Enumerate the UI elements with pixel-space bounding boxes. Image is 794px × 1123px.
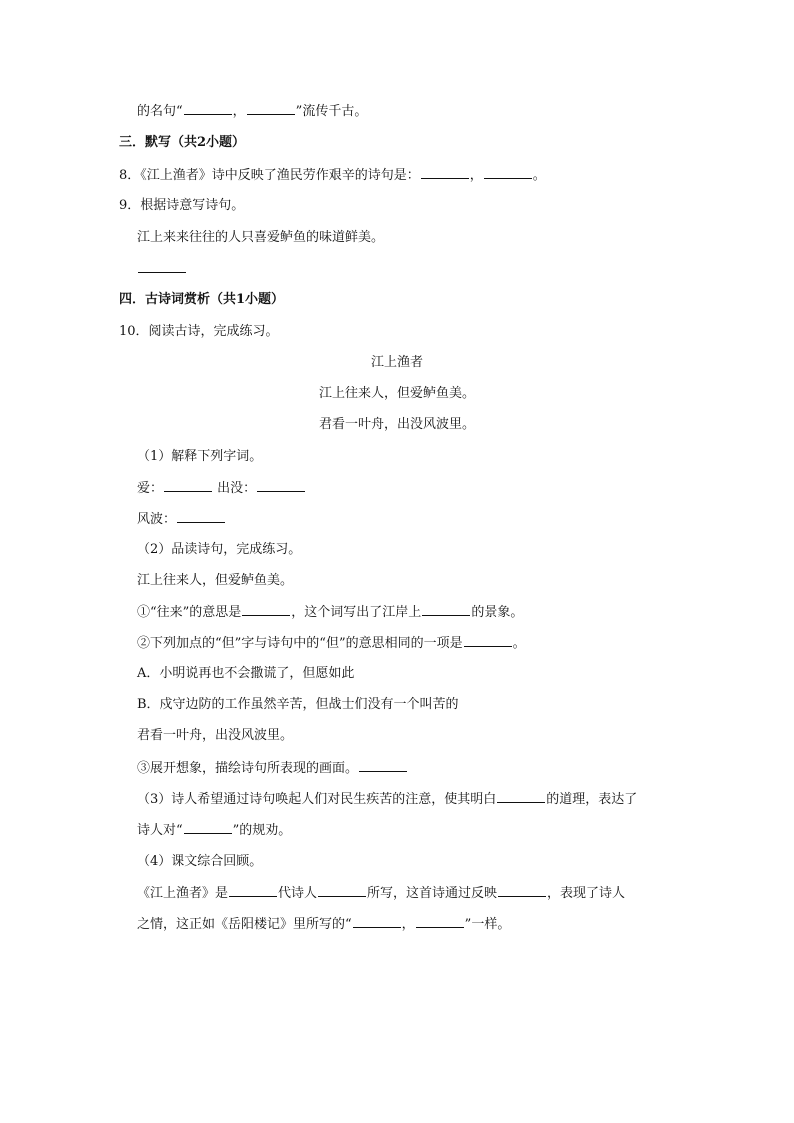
- question-9: 9．根据诗意写诗句。: [119, 198, 245, 213]
- part-2-q1: ①“往来”的意思是 ，这个词写出了江岸上 的景象。: [137, 605, 524, 620]
- answer-blank[interactable]: [247, 102, 295, 115]
- question-8: 8．《江上渔者》诗中反映了渔民劳作艰辛的诗句是： ， 。: [119, 168, 546, 183]
- part-2-verse: 江上往来人，但爱鲈鱼美。: [137, 573, 294, 588]
- section-heading-dictation: 三．默写（共2小题）: [119, 135, 246, 150]
- answer-blank[interactable]: [498, 884, 546, 897]
- answer-blank[interactable]: [138, 260, 186, 273]
- answer-blank[interactable]: [422, 603, 470, 616]
- part-3-line-1: （3）诗人希望通过诗句唤起人们对民生疾苦的注意，使其明白 的道理，表达了: [137, 792, 638, 807]
- part-1-word-fengbo: 风波：: [137, 510, 226, 529]
- part-2-q2: ②下列加点的“但”字与诗句中的“但”的意思相同的一项是 。: [137, 636, 526, 651]
- poem-line-1: 江上往来人，但爱鲈鱼美。: [318, 386, 475, 401]
- answer-blank[interactable]: [229, 884, 277, 897]
- answer-blank[interactable]: [318, 884, 366, 897]
- part-4-line-1: 《江上渔者》是 代诗人 所写，这首诗通过反映 ，表现了诗人: [137, 886, 626, 901]
- answer-blank[interactable]: [484, 166, 532, 179]
- answer-blank[interactable]: [353, 915, 401, 928]
- part-2-verse-2: 君看一叶舟，出没风波里。: [137, 728, 294, 743]
- part-2-q3: ③展开想象，描绘诗句所表现的画面。: [137, 759, 408, 778]
- answer-blank[interactable]: [359, 759, 407, 772]
- answer-blank[interactable]: [421, 166, 469, 179]
- answer-blank[interactable]: [257, 479, 305, 492]
- answer-blank[interactable]: [464, 634, 512, 647]
- answer-blank[interactable]: [184, 821, 232, 834]
- part-2-title: （2）品读诗句，完成练习。: [137, 542, 302, 557]
- section-heading-poetry: 四．古诗词赏析（共1小题）: [119, 292, 285, 307]
- option-b: B．戍守边防的工作虽然辛苦，但战士们没有一个叫苦的: [137, 697, 459, 712]
- poem-line-2: 君看一叶舟，出没风波里。: [318, 417, 475, 432]
- poem-title: 江上渔者: [370, 355, 423, 370]
- carryover-line: 的名句“ ， ”流传千古。: [137, 104, 368, 119]
- answer-blank[interactable]: [177, 510, 225, 523]
- question-10-intro: 10．阅读古诗，完成练习。: [119, 324, 279, 339]
- part-3-line-2: 诗人对“ ”的规劝。: [137, 823, 292, 838]
- part-4-line-2: 之情，这正如《岳阳楼记》里所写的“ ， ”一样。: [137, 917, 511, 932]
- part-1-words: 爱： 出没：: [137, 479, 306, 498]
- answer-blank[interactable]: [497, 790, 545, 803]
- answer-blank[interactable]: [184, 102, 232, 115]
- answer-blank[interactable]: [242, 603, 290, 616]
- answer-blank[interactable]: [164, 479, 212, 492]
- question-9-meaning: 江上来来往往的人只喜爱鲈鱼的味道鲜美。: [137, 230, 385, 245]
- option-a: A．小明说再也不会撒谎了，但愿如此: [137, 666, 355, 681]
- part-1-title: （1）解释下列字词。: [137, 449, 263, 464]
- part-4-title: （4）课文综合回顾。: [137, 854, 263, 869]
- question-9-answer: [137, 260, 187, 279]
- answer-blank[interactable]: [416, 915, 464, 928]
